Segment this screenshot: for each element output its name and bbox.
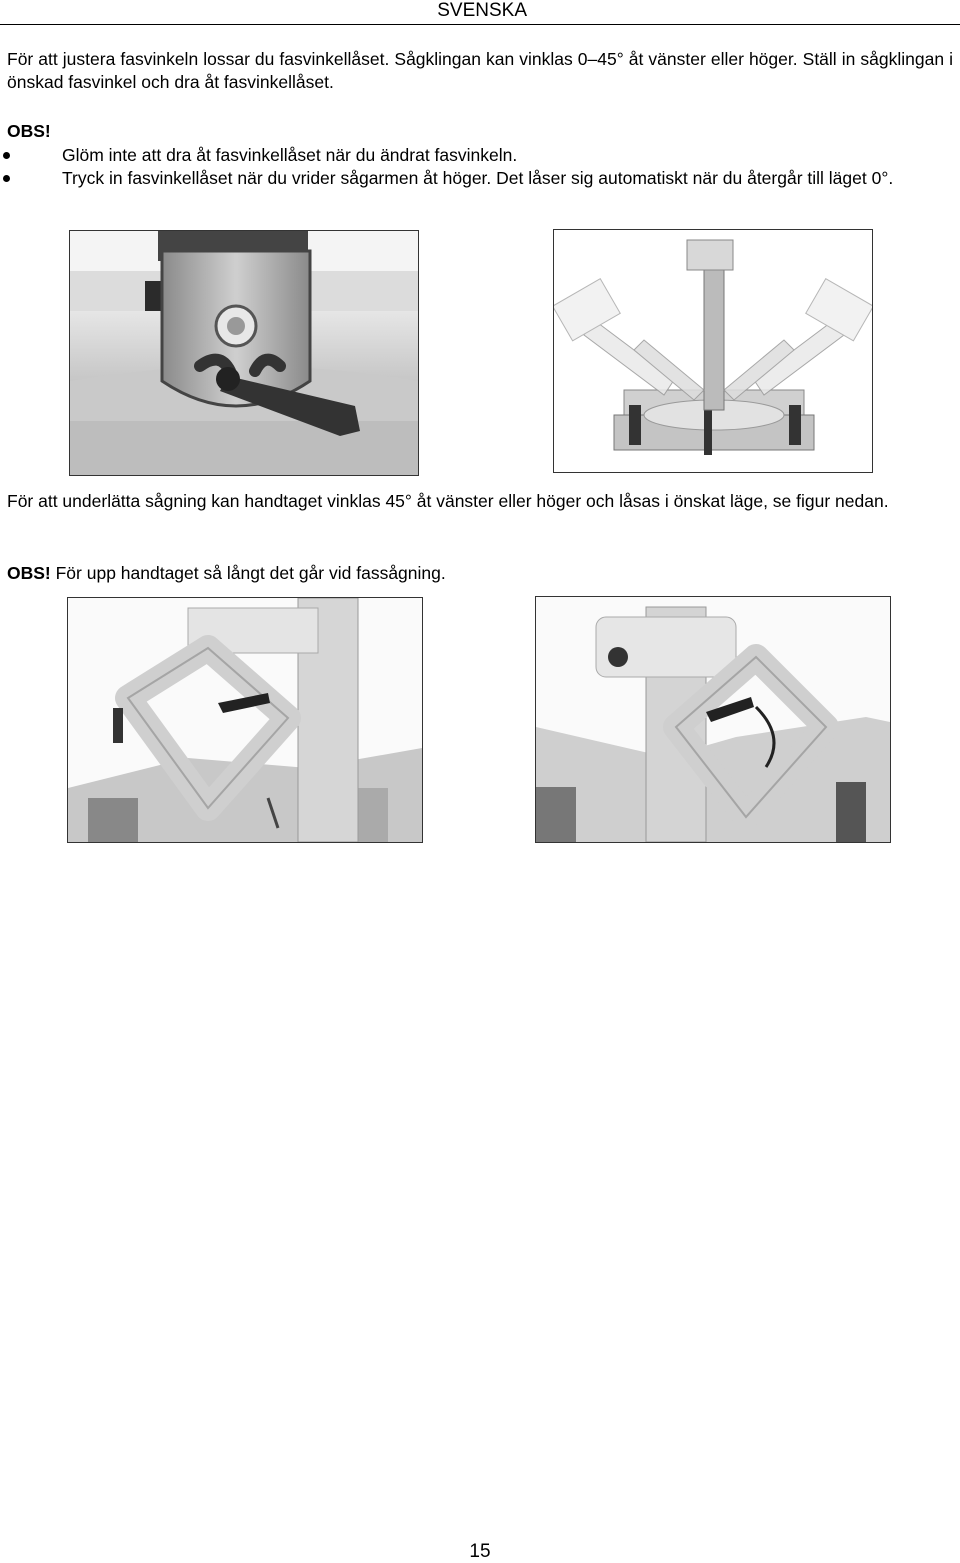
note-bullet-item — [0, 144, 953, 167]
note-bullet-text: Glöm inte att dra åt fasvinkellåset när du ändrat fasvinkeln. — [62, 145, 518, 165]
handle-right-photo — [535, 596, 891, 843]
bevel-lock-photo — [69, 230, 419, 476]
bullet-icon — [3, 152, 10, 159]
bevel-positions-photo — [553, 229, 873, 473]
handle-paragraph: För att underlätta sågning kan handtaget vinklas 45° åt vänster eller höger och låsas i önskat läge, se figur nedan. — [7, 491, 889, 511]
note-bullet-text: Tryck in fasvinkellåset när du vrider sågarmen åt höger. Det låser sig automatiskt när du återgår till läget 0°. — [62, 168, 894, 188]
handle-note — [7, 562, 446, 585]
note-label: OBS! — [7, 121, 51, 141]
note-bullet-item — [0, 167, 953, 190]
note-label: OBS! — [7, 563, 51, 583]
note-bullet-list — [0, 144, 953, 190]
page-number: 15 — [469, 1541, 491, 1562]
handle-left-photo — [67, 597, 423, 843]
handle-note-text: För upp handtaget så långt det går vid fassågning. — [50, 563, 446, 583]
page-header-language: SVENSKA — [437, 0, 527, 21]
intro-paragraph: För att justera fasvinkeln lossar du fasvinkellåset. Sågklingan kan vinklas 0–45° åt vänster eller höger. Ställ in sågklingan i önskad fasvinkel och dra åt fasvinkellåset. — [7, 49, 953, 92]
bullet-icon — [3, 175, 10, 182]
header-rule — [0, 24, 960, 25]
